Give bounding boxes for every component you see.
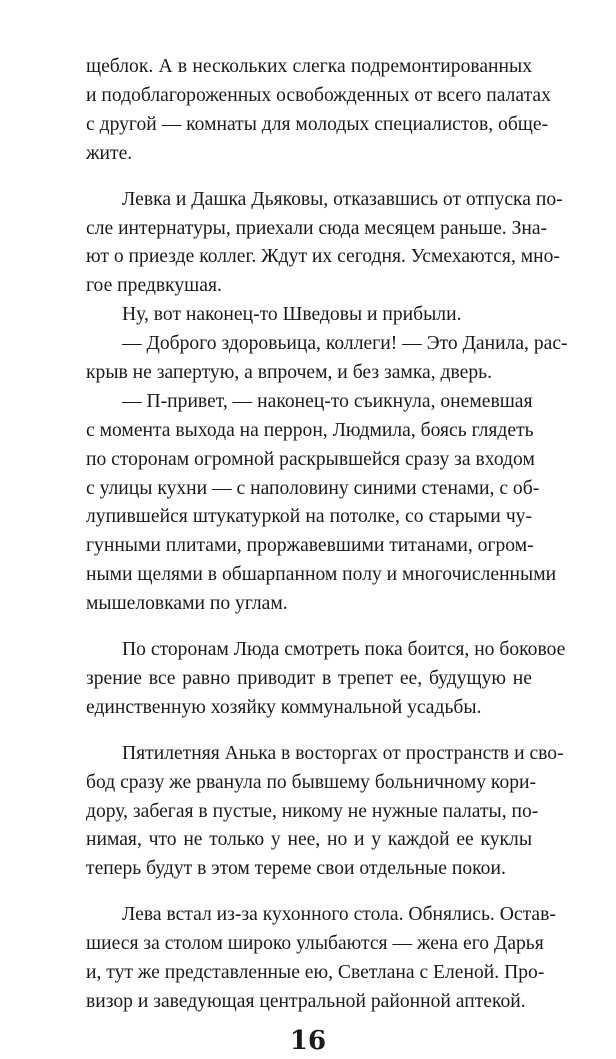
- text-line: шиеся за столом широко улыбаются — жена его Дарья: [86, 933, 544, 954]
- text-line: с улицы кухни — с наполовину синими стенами, с об-: [86, 478, 540, 499]
- text-line: — П-привет, — наконец-то съикнула, онемевшая: [122, 391, 533, 412]
- text-line: Пятилетняя Анька в восторгах от пространств и сво-: [122, 743, 564, 764]
- text-line: зрение все равно приводит в трепет ее, будущую не: [86, 668, 532, 689]
- text-line: щеблок. А в нескольких слегка подремонтированных: [86, 56, 532, 77]
- page-number: 16: [289, 1026, 327, 1056]
- text-line: теперь будут в этом тереме свои отдельные покои.: [86, 858, 506, 879]
- text-line: дору, забегая в пустые, никому не нужные палаты, по-: [86, 801, 539, 822]
- text-line: лупившейся штукатуркой на потолке, со старыми чу-: [86, 506, 532, 527]
- text-line: нимая, что не только у нее, но и у каждой ее куклы: [86, 829, 532, 850]
- text-line: гунными плитами, проржавевшими титанами, огром-: [86, 535, 534, 556]
- text-line: крыв не запертую, а впрочем, и без замка, дверь.: [86, 362, 492, 383]
- text-line: мышеловками по углам.: [86, 593, 288, 614]
- text-line: единственную хозяйку коммунальной усадьбы.: [86, 697, 482, 718]
- text-line: и подоблагороженных освобожденных от всего палатах: [86, 85, 551, 106]
- text-line: сле интернатуры, приехали сюда месяцем раньше. Зна-: [86, 218, 548, 239]
- text-line: Лева встал из-за кухонного стола. Обнялись. Остав-: [122, 904, 556, 925]
- text-line: визор и заведующая центральной районной аптекой.: [86, 991, 526, 1012]
- text-line: бод сразу же рванула по бывшему больничному кори-: [86, 772, 537, 793]
- text-line: Левка и Дашка Дьяковы, отказавшись от отпуска по-: [122, 189, 563, 210]
- text-line: с момента выхода на перрон, Людмила, боясь глядеть: [86, 420, 534, 441]
- text-line: жите.: [86, 143, 133, 164]
- text-line: ют о приезде коллег. Ждут их сегодня. Усмехаются, мно-: [86, 246, 560, 267]
- text-line: По сторонам Люда смотреть пока боится, но боковое: [122, 639, 566, 660]
- text-line: ными щелями в обшарпанном полу и многочисленными: [86, 564, 557, 585]
- text-line: — Доброго здоровьица, коллеги! — Это Данила, рас-: [122, 333, 568, 354]
- text-line: и, тут же представленные ею, Светлана с Еленой. Про-: [86, 962, 545, 983]
- text-line: с другой — комнаты для молодых специалистов, обще-: [86, 114, 549, 135]
- text-line: по сторонам огромной раскрывшейся сразу за входом: [86, 449, 535, 470]
- text-line: Ну, вот наконец-то Шведовы и прибыли.: [122, 304, 462, 325]
- text-line: гое предвкушая.: [86, 275, 222, 296]
